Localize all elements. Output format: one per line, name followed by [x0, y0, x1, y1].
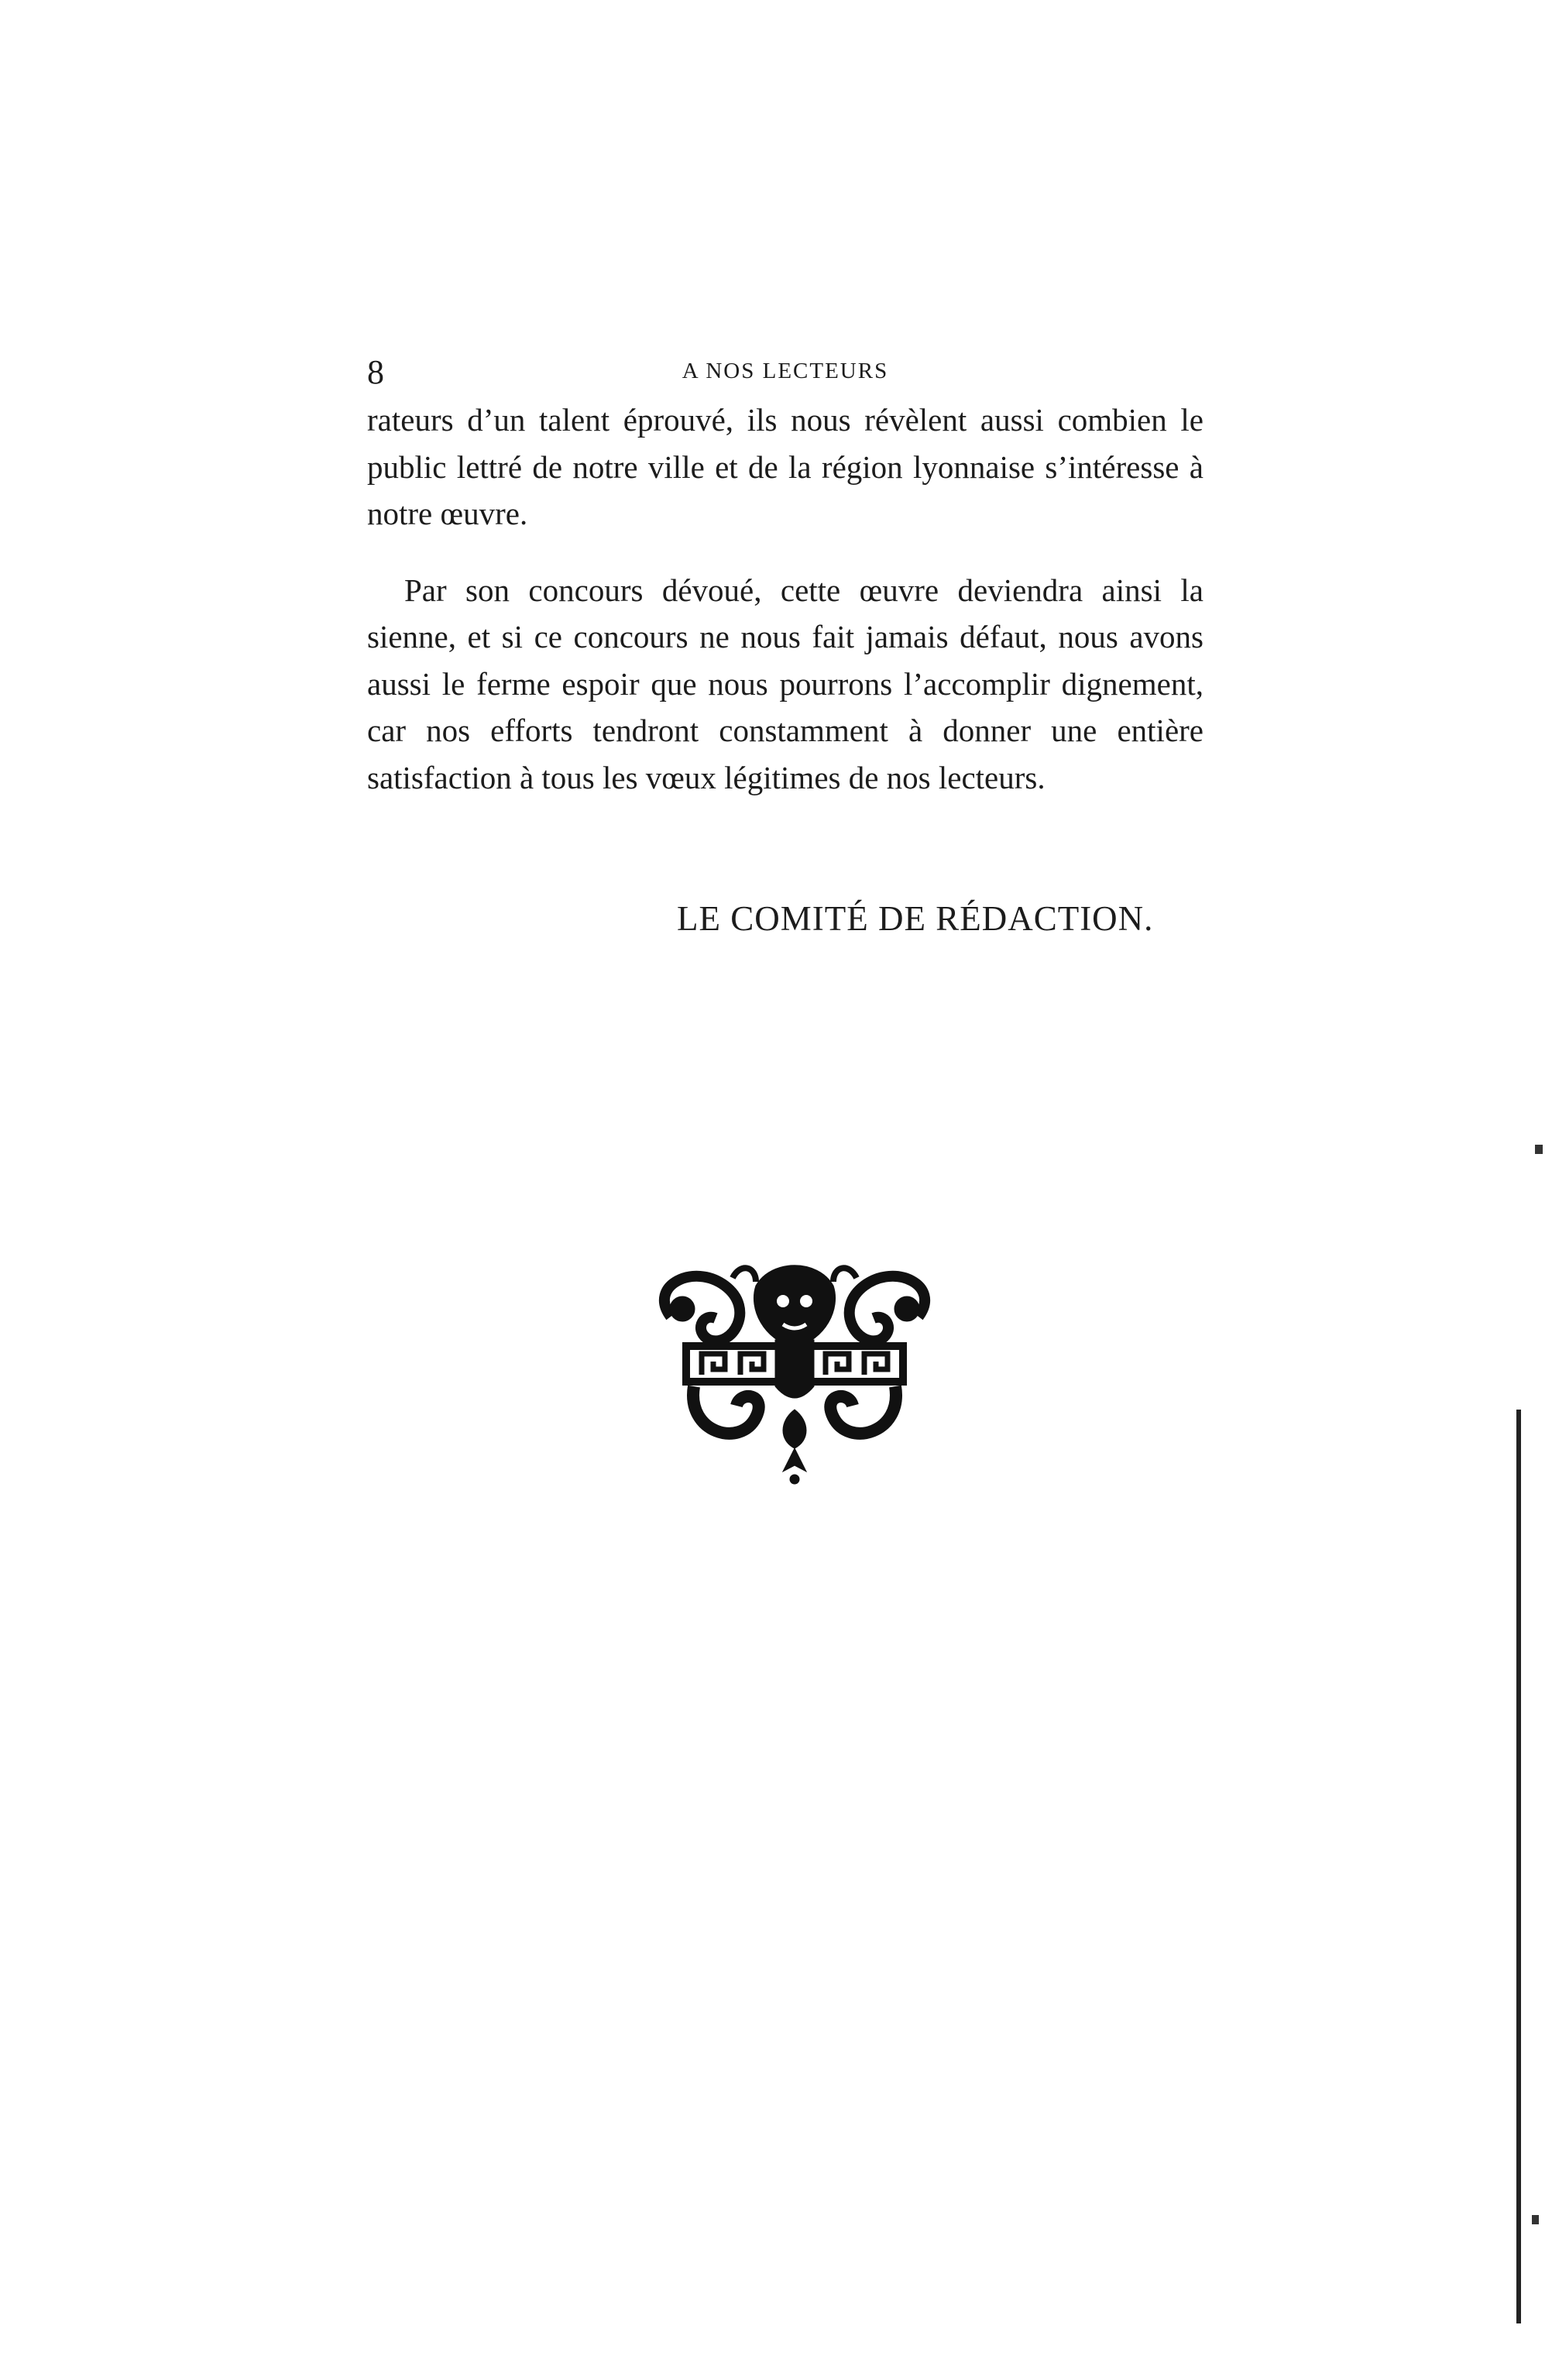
paragraph-continuation: rateurs d’un talent éprouvé, ils nous révèlent aussi combien le public lettré de notre ville et de la région lyonnaise s’intéresse à notre œuvre.: [367, 402, 1203, 531]
scan-mark: [1535, 1145, 1543, 1154]
paragraph-closing: Par son concours dévoué, cette œuvre deviendra ainsi la sienne, et si ce concours ne nous fait jamais défaut, nous avons aussi le ferme espoir que nous pourrons l’accomplir dignement, car nos efforts tendront constamment à donner une entière satisfaction à tous les vœux légitimes de nos lecteurs.: [367, 572, 1203, 795]
running-head: [367, 352, 1203, 399]
scan-mark: [1532, 2215, 1539, 2224]
signature: LE COMITÉ DE RÉDACTION.: [677, 899, 1154, 938]
tailpiece-ornament-icon: [640, 1255, 949, 1487]
page-number: 8: [367, 353, 384, 391]
running-title: A NOS LECTEURS: [682, 359, 889, 383]
scan-mark: [1516, 1410, 1521, 2323]
body-text: [367, 397, 1203, 801]
